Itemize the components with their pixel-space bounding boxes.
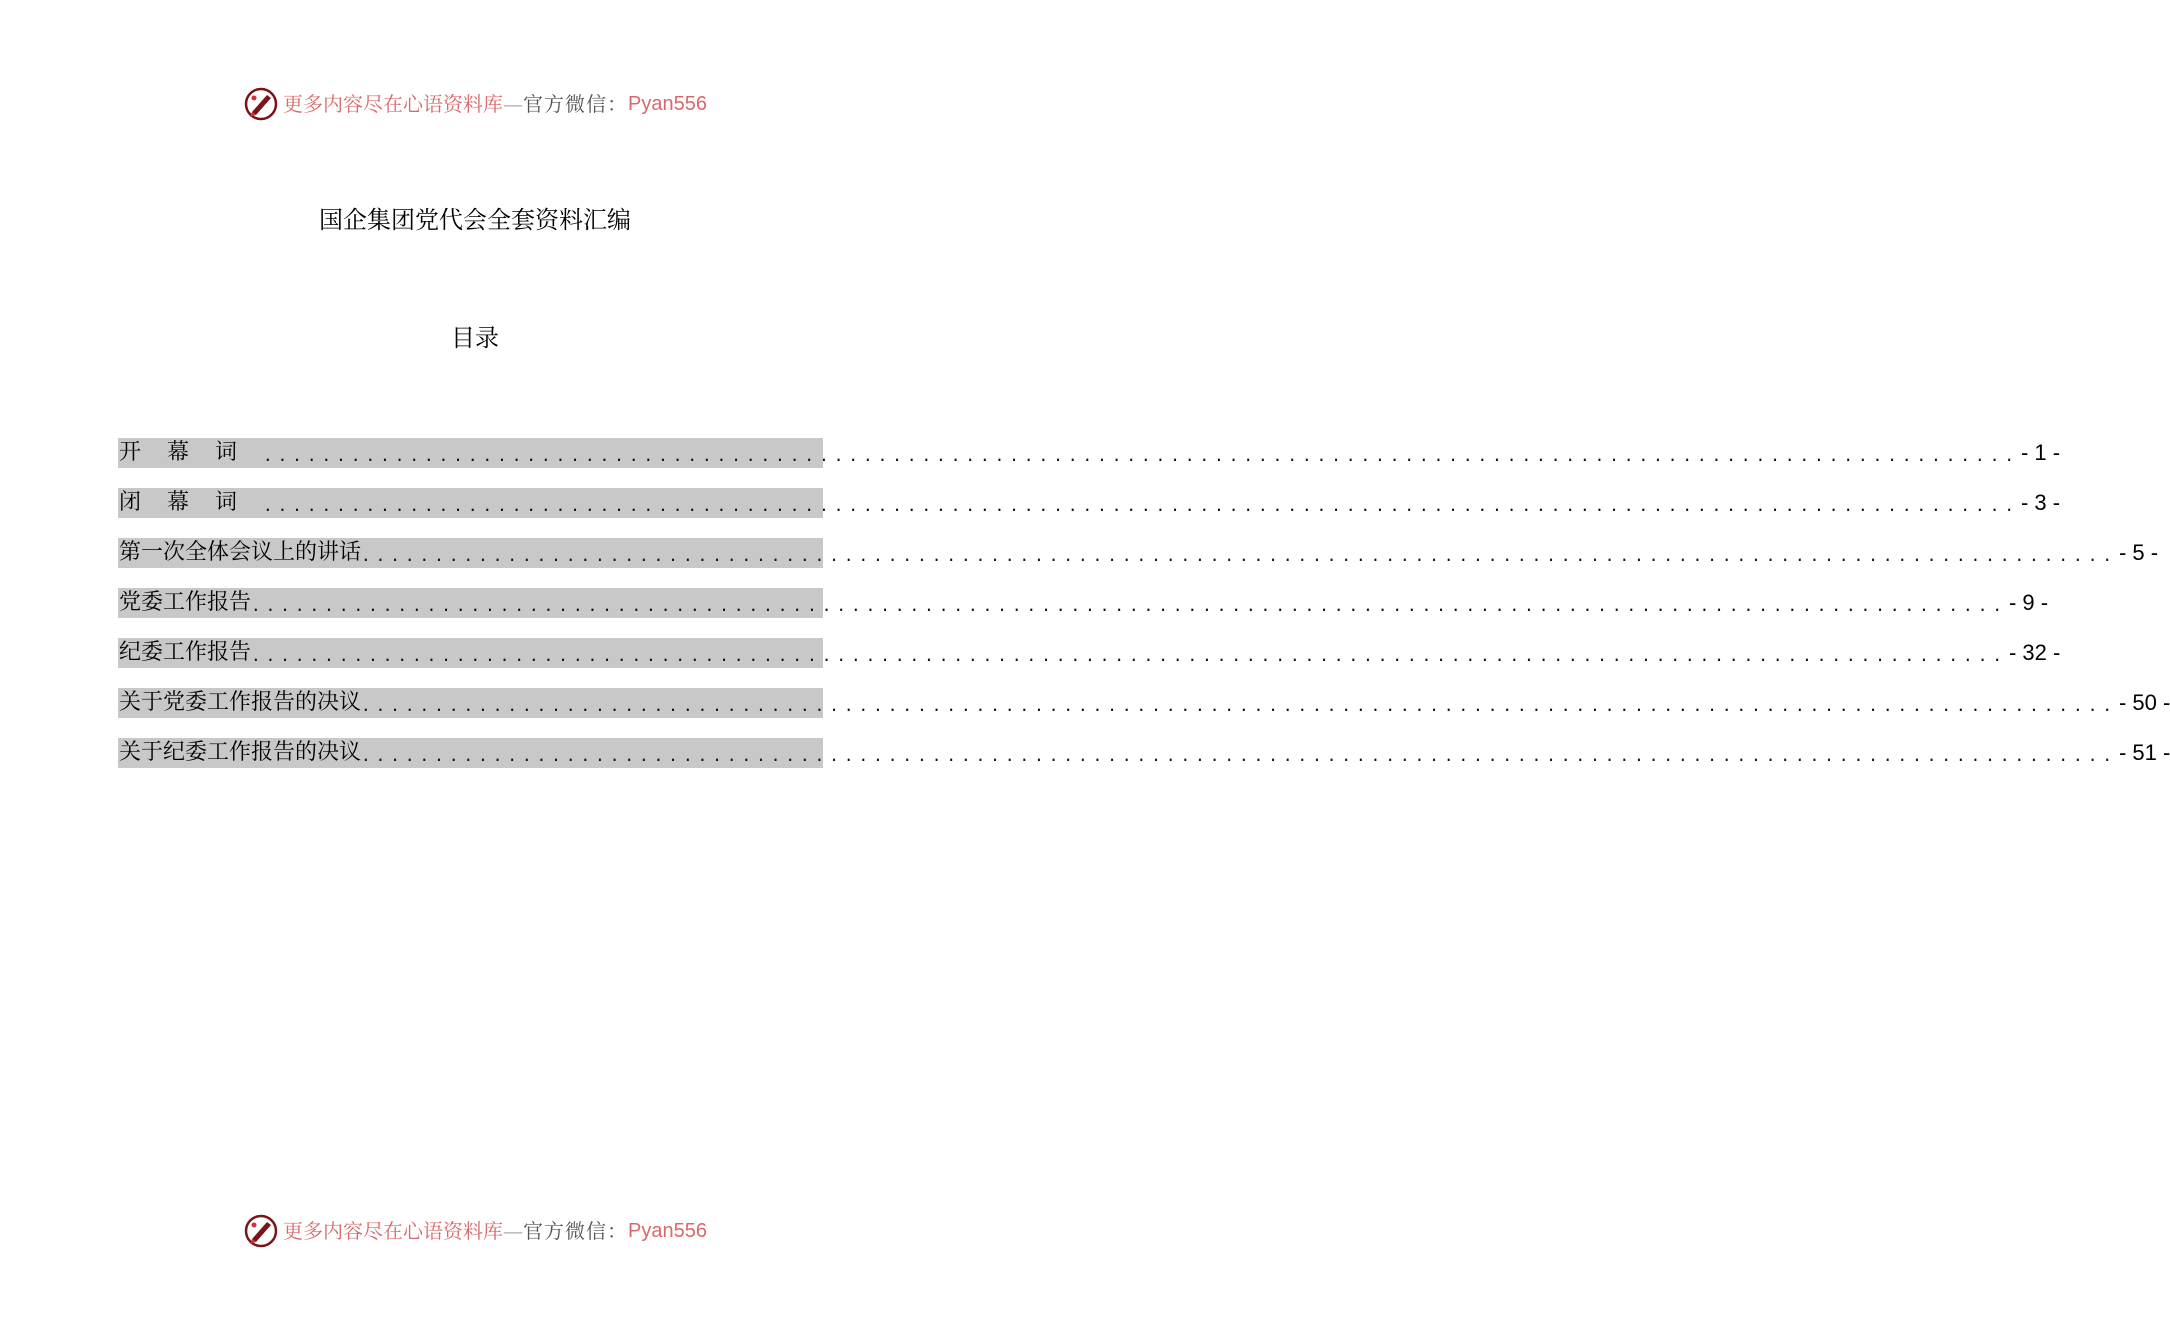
toc-item-page: - 9 - xyxy=(2008,590,2049,615)
toc-item-discipline-report-resolution[interactable] xyxy=(118,738,2170,768)
pen-logo-icon xyxy=(243,1213,279,1249)
banner-wechat-id: Pyan556 xyxy=(628,93,707,115)
toc-leader-dots: ........................................................................................................................ xyxy=(263,446,2019,465)
pen-logo-icon xyxy=(243,86,279,122)
toc-leader-dots: ........................................................................................................................ xyxy=(361,746,2117,765)
toc-item-party-committee-report[interactable] xyxy=(118,588,2049,618)
header-banner xyxy=(0,84,950,124)
toc-leader-dots: ........................................................................................................................ xyxy=(361,696,2117,715)
toc-item-label: 关于纪委工作报告的决议 xyxy=(119,740,362,765)
toc-item-label: 开幕词 xyxy=(119,440,264,465)
toc-item-page: - 1 - xyxy=(2020,440,2061,465)
toc-item-label: 纪委工作报告 xyxy=(119,640,252,665)
toc-item-opening-speech[interactable] xyxy=(118,438,2061,468)
toc-item-label: 党委工作报告 xyxy=(119,590,252,615)
banner-text: 更多内容尽在心语资料库 xyxy=(283,1219,504,1243)
banner-wechat-label: 官方微信： xyxy=(523,1219,629,1243)
toc-item-label: 关于党委工作报告的决议 xyxy=(119,690,362,715)
banner-dash: — xyxy=(503,92,524,116)
document-title: 国企集团党代会全套资料汇编 xyxy=(319,206,631,234)
toc-leader-dots: ........................................................................................................................ xyxy=(361,546,2117,565)
toc-item-label: 第一次全体会议上的讲话 xyxy=(119,540,362,565)
toc-item-label: 闭幕词 xyxy=(119,490,264,515)
banner-wechat-label: 官方微信： xyxy=(523,92,629,116)
toc-item-discipline-committee-report[interactable] xyxy=(118,638,2061,668)
toc-item-first-plenary-speech[interactable] xyxy=(118,538,2159,568)
toc-item-page: - 32 - xyxy=(2008,640,2061,665)
toc-leader-dots: ........................................................................................................................ xyxy=(251,596,2007,615)
toc-item-closing-speech[interactable] xyxy=(118,488,2061,518)
toc-item-page: - 51 - xyxy=(2118,740,2170,765)
toc-item-page: - 3 - xyxy=(2020,490,2061,515)
table-of-contents xyxy=(118,438,2170,788)
banner-wechat-id: Pyan556 xyxy=(628,1220,707,1242)
footer-banner xyxy=(0,1211,950,1251)
toc-item-party-report-resolution[interactable] xyxy=(118,688,2170,718)
banner-text: 更多内容尽在心语资料库 xyxy=(283,92,504,116)
toc-leader-dots: ........................................................................................................................ xyxy=(263,496,2019,515)
toc-leader-dots: ........................................................................................................................ xyxy=(251,646,2007,665)
toc-heading: 目录 xyxy=(451,324,499,352)
toc-item-page: - 50 - xyxy=(2118,690,2170,715)
toc-item-page: - 5 - xyxy=(2118,540,2159,565)
banner-dash: — xyxy=(503,1219,524,1243)
